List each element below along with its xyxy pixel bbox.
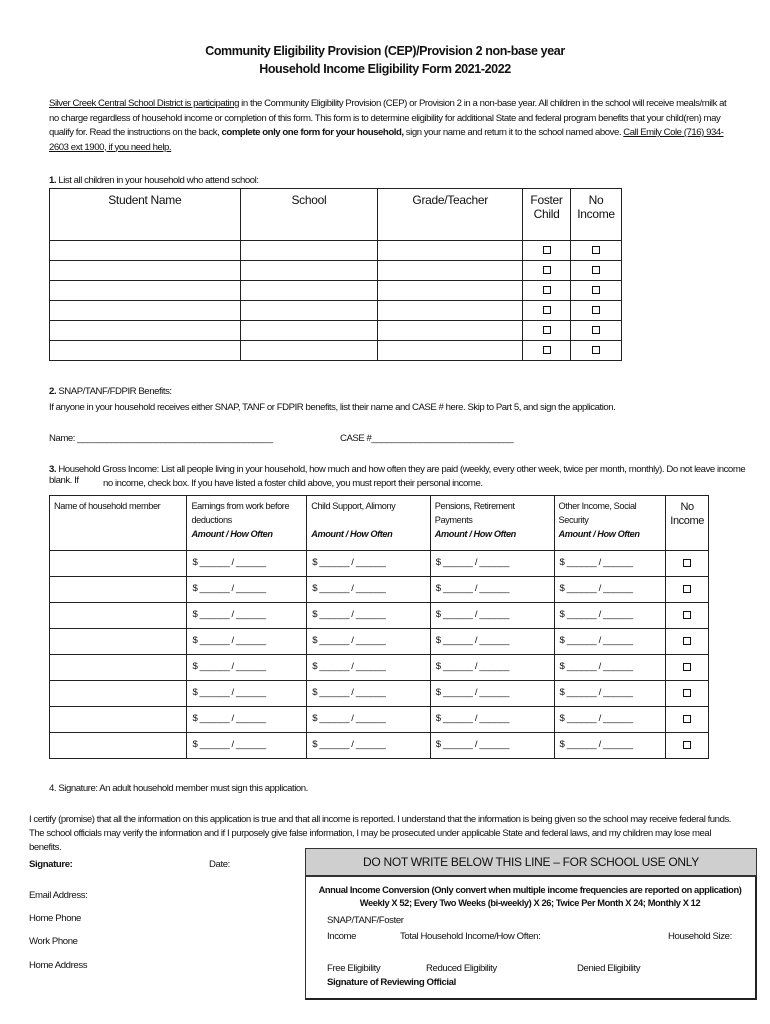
home-phone-field[interactable]: Home Phone xyxy=(29,913,81,924)
grade-teacher-field[interactable] xyxy=(378,281,523,301)
child-support-field[interactable]: $ ______ / ______ xyxy=(307,681,431,707)
other-income-field[interactable]: $ ______ / ______ xyxy=(554,577,666,603)
section1-text: List all children in your household who attend school: xyxy=(56,175,259,186)
form-title: Community Eligibility Provision (CEP)/Provision 2 non-base year xyxy=(205,44,565,58)
member-name-field[interactable] xyxy=(50,681,187,707)
pensions-field[interactable]: $ ______ / ______ xyxy=(430,733,554,759)
intro-bold-text: complete only one form for your household, xyxy=(221,127,404,138)
no-income-checkbox[interactable] xyxy=(592,326,600,334)
conversion-heading: Annual Income Conversion (Only convert when multiple income frequencies are reported on application) xyxy=(318,885,742,895)
section2-number: 2. xyxy=(49,386,57,397)
no-income-checkbox[interactable] xyxy=(683,637,691,645)
member-name-field[interactable] xyxy=(50,603,187,629)
snap-tanf-foster-label: SNAP/TANF/Foster xyxy=(327,915,404,926)
earnings-field[interactable]: $ ______ / ______ xyxy=(187,603,307,629)
pensions-field[interactable]: $ ______ / ______ xyxy=(430,655,554,681)
no-income-checkbox[interactable] xyxy=(683,585,691,593)
free-eligibility-option[interactable]: Free Eligibility xyxy=(327,963,381,974)
no-income-checkbox[interactable] xyxy=(683,715,691,723)
child-support-label: Child Support, Alimony xyxy=(311,501,396,511)
child-support-field[interactable]: $ ______ / ______ xyxy=(307,629,431,655)
other-income-field[interactable]: $ ______ / ______ xyxy=(554,603,666,629)
intro-text-2: sign your name and return it to the school named above. xyxy=(403,127,624,138)
student-name-field[interactable] xyxy=(50,281,241,301)
reduced-eligibility-option[interactable]: Reduced Eligibility xyxy=(426,963,497,974)
section3-text: Household Gross Income: List all people living in your household, how much and how often they are paid (weekly, every other week, twice per month, monthly). Do not leave income blank. If xyxy=(49,464,746,486)
col-other-income xyxy=(554,496,666,551)
no-income-checkbox[interactable] xyxy=(683,689,691,697)
student-name-field[interactable] xyxy=(50,241,241,261)
pensions-field[interactable]: $ ______ / ______ xyxy=(430,707,554,733)
foster-child-checkbox[interactable] xyxy=(543,306,551,314)
pensions-label: Pensions, Retirement Payments xyxy=(434,501,515,525)
grade-teacher-field[interactable] xyxy=(378,261,523,281)
earnings-field[interactable]: $ ______ / ______ xyxy=(187,655,307,681)
table-row xyxy=(50,577,709,603)
amount-how-often-label: Amount / How Often xyxy=(434,529,516,539)
school-field[interactable] xyxy=(240,261,378,281)
col-grade-teacher: Grade/Teacher xyxy=(378,189,523,241)
intro-paragraph xyxy=(49,97,729,155)
table-row xyxy=(50,261,622,281)
email-field[interactable]: Email Address: xyxy=(29,890,88,901)
children-table xyxy=(49,188,622,361)
amount-how-often-label: Amount / How Often xyxy=(311,529,393,539)
table-row xyxy=(50,551,709,577)
school-use-only-banner: DO NOT WRITE BELOW THIS LINE – FOR SCHOOL USE ONLY xyxy=(305,848,757,876)
income-label: Income xyxy=(327,931,357,942)
other-income-field[interactable]: $ ______ / ______ xyxy=(554,655,666,681)
other-income-field[interactable]: $ ______ / ______ xyxy=(554,629,666,655)
col-household-member: Name of household member xyxy=(50,496,187,551)
child-support-field[interactable]: $ ______ / ______ xyxy=(307,655,431,681)
table-row xyxy=(50,733,709,759)
child-support-field[interactable]: $ ______ / ______ xyxy=(307,577,431,603)
school-field[interactable] xyxy=(240,281,378,301)
table-row xyxy=(50,241,622,261)
school-field[interactable] xyxy=(240,321,378,341)
certification-text: I certify (promise) that all the information on this application is true and that all income is reported. I understand that the information is being given so the school may receive federal funds. The school officials may verify the information and if I purposely give false information, I may be prosecuted under applicable State and federal laws, and my children may lose meal benefits. xyxy=(29,814,732,853)
foster-child-checkbox[interactable] xyxy=(543,326,551,334)
table-row xyxy=(50,655,709,681)
other-income-field[interactable]: $ ______ / ______ xyxy=(554,681,666,707)
foster-child-checkbox[interactable] xyxy=(543,286,551,294)
table-row xyxy=(50,281,622,301)
section2-text: SNAP/TANF/FDPIR Benefits: xyxy=(56,386,172,397)
foster-child-checkbox[interactable] xyxy=(543,266,551,274)
child-support-field[interactable]: $ ______ / ______ xyxy=(307,707,431,733)
table-row xyxy=(50,341,622,361)
child-support-field[interactable]: $ ______ / ______ xyxy=(307,551,431,577)
section1-label xyxy=(49,175,259,186)
intro-text-1: in the Community Eligibility Provision (CEP) or Provision 2 in a non-base year. All children in the school will receive meals/milk at no charge regardless of household income or completion of this form. This form is to determine eligibility for additional State and federal program benefits that your child(ren) may qualify for. Read the instructions on the back, xyxy=(49,98,727,138)
household-size-field[interactable]: Household Size: xyxy=(668,931,732,942)
earnings-field[interactable]: $ ______ / ______ xyxy=(187,629,307,655)
amount-how-often-label: Amount / How Often xyxy=(558,529,640,539)
table-row xyxy=(50,301,622,321)
no-income-checkbox[interactable] xyxy=(683,559,691,567)
col-child-support xyxy=(307,496,431,551)
grade-teacher-field[interactable] xyxy=(378,241,523,261)
date-field[interactable]: Date: xyxy=(209,859,230,870)
section2-instruction: If anyone in your household receives either SNAP, TANF or FDPIR benefits, list their name and CASE # here. Skip to Part 5, and sign the application. xyxy=(49,402,616,413)
grade-teacher-field[interactable] xyxy=(378,301,523,321)
student-name-field[interactable] xyxy=(50,321,241,341)
col-earnings xyxy=(187,496,307,551)
table-row xyxy=(50,629,709,655)
other-income-label: Other Income, Social Security xyxy=(558,501,637,525)
student-name-field[interactable] xyxy=(50,341,241,361)
col-no-income: No Income xyxy=(666,496,709,551)
other-income-field[interactable]: $ ______ / ______ xyxy=(554,551,666,577)
col-no-income: No Income xyxy=(571,189,622,241)
col-foster-child: Foster Child xyxy=(523,189,571,241)
child-support-field[interactable]: $ ______ / ______ xyxy=(307,603,431,629)
total-household-income-field[interactable]: Total Household Income/How Often: xyxy=(400,931,541,942)
snap-name-field[interactable]: Name: ________________________________________ xyxy=(49,433,273,444)
no-income-checkbox[interactable] xyxy=(683,663,691,671)
col-student-name: Student Name xyxy=(50,189,241,241)
earnings-label: Earnings from work before deductions xyxy=(191,501,290,525)
home-address-field[interactable]: Home Address xyxy=(29,960,88,971)
member-name-field[interactable] xyxy=(50,629,187,655)
work-phone-field[interactable]: Work Phone xyxy=(29,936,78,947)
member-name-field[interactable] xyxy=(50,577,187,603)
table-row xyxy=(50,321,622,341)
earnings-field[interactable]: $ ______ / ______ xyxy=(187,681,307,707)
reviewer-signature-field[interactable]: Signature of Reviewing Official xyxy=(327,977,456,988)
form-subtitle: Household Income Eligibility Form 2021-2022 xyxy=(259,62,511,76)
col-school: School xyxy=(240,189,378,241)
section3-label-cont: no income, check box. If you have listed a foster child above, you must report their personal income. xyxy=(103,478,483,489)
pensions-field[interactable]: $ ______ / ______ xyxy=(430,603,554,629)
school-use-section xyxy=(305,876,757,1000)
no-income-checkbox[interactable] xyxy=(592,306,600,314)
no-income-checkbox[interactable] xyxy=(592,346,600,354)
col-pensions xyxy=(430,496,554,551)
no-income-checkbox[interactable] xyxy=(592,286,600,294)
section1-number: 1. xyxy=(49,175,57,186)
amount-how-often-label: Amount / How Often xyxy=(191,529,273,539)
member-name-field[interactable] xyxy=(50,655,187,681)
no-income-checkbox[interactable] xyxy=(592,266,600,274)
foster-child-checkbox[interactable] xyxy=(543,246,551,254)
section3-number: 3. xyxy=(49,464,57,475)
member-name-field[interactable] xyxy=(50,733,187,759)
denied-eligibility-option[interactable]: Denied Eligibility xyxy=(577,963,641,974)
other-income-field[interactable]: $ ______ / ______ xyxy=(554,707,666,733)
income-table xyxy=(49,495,709,759)
section2-label xyxy=(49,386,172,397)
table-row xyxy=(50,707,709,733)
snap-case-field[interactable]: CASE #_____________________________ xyxy=(340,433,514,444)
earnings-field[interactable]: $ ______ / ______ xyxy=(187,733,307,759)
district-participation-text: Silver Creek Central School District is participating xyxy=(49,98,239,109)
school-field[interactable] xyxy=(240,341,378,361)
conversion-rates: Weekly X 52; Every Two Weeks (bi-weekly) X 26; Twice Per Month X 24; Monthly X 12 xyxy=(359,898,701,908)
earnings-field[interactable]: $ ______ / ______ xyxy=(187,551,307,577)
foster-child-checkbox[interactable] xyxy=(543,346,551,354)
member-name-field[interactable] xyxy=(50,551,187,577)
grade-teacher-field[interactable] xyxy=(378,321,523,341)
help-contact-link[interactable]: Call Emily Cole (716) 934-2603 ext 1900, if you need help. xyxy=(49,127,724,153)
child-support-field[interactable]: $ ______ / ______ xyxy=(307,733,431,759)
other-income-field[interactable]: $ ______ / ______ xyxy=(554,733,666,759)
section4-label: 4. Signature: An adult household member must sign this application. xyxy=(49,783,308,794)
pensions-field[interactable]: $ ______ / ______ xyxy=(430,577,554,603)
school-field[interactable] xyxy=(240,301,378,321)
table-row xyxy=(50,681,709,707)
table-row xyxy=(50,603,709,629)
no-income-checkbox[interactable] xyxy=(592,246,600,254)
earnings-field[interactable]: $ ______ / ______ xyxy=(187,707,307,733)
member-name-field[interactable] xyxy=(50,707,187,733)
student-name-field[interactable] xyxy=(50,301,241,321)
pensions-field[interactable]: $ ______ / ______ xyxy=(430,681,554,707)
grade-teacher-field[interactable] xyxy=(378,341,523,361)
pensions-field[interactable]: $ ______ / ______ xyxy=(430,551,554,577)
pensions-field[interactable]: $ ______ / ______ xyxy=(430,629,554,655)
student-name-field[interactable] xyxy=(50,261,241,281)
no-income-checkbox[interactable] xyxy=(683,741,691,749)
no-income-checkbox[interactable] xyxy=(683,611,691,619)
school-field[interactable] xyxy=(240,241,378,261)
signature-field[interactable]: Signature: xyxy=(29,859,73,870)
earnings-field[interactable]: $ ______ / ______ xyxy=(187,577,307,603)
